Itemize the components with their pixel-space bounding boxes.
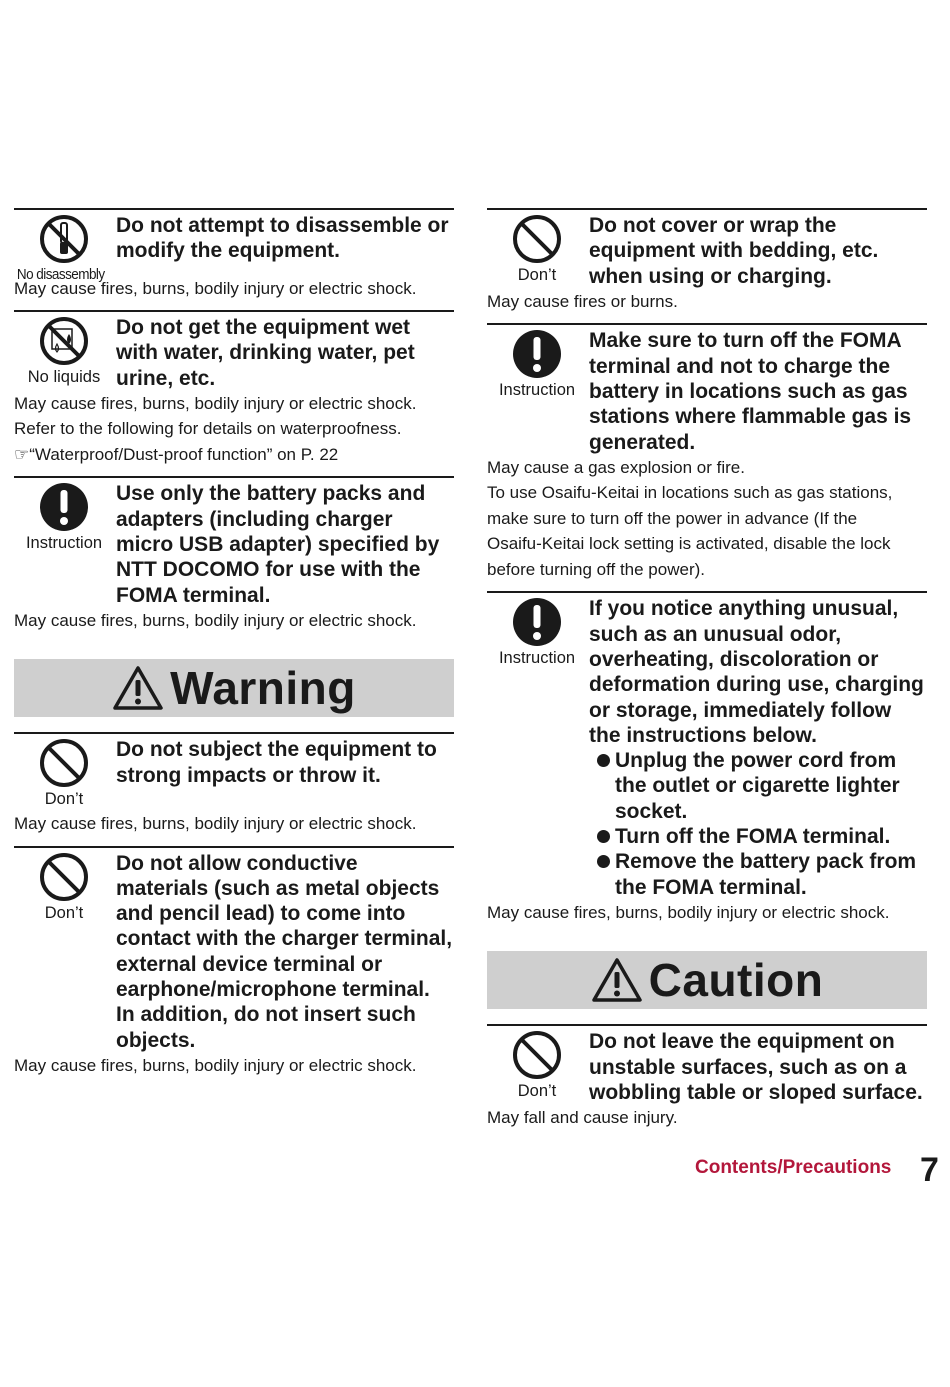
- precaution-title: [589, 596, 927, 900]
- precaution-body: [487, 1105, 927, 1131]
- icon-group: [487, 1030, 587, 1101]
- body-line: Refer to the following for details on waterproofness.: [14, 419, 402, 439]
- precaution-title: Make sure to turn off the FOMA terminal and not to charge the battery in locations such as gas stations where flammable gas is generated.: [589, 329, 912, 454]
- icon-group: [14, 214, 114, 285]
- body-line: Osaifu-Keitai lock setting is activated, disable the lock: [487, 534, 891, 554]
- bullet-text: Unplug the power cord from the outlet or cigarette lighter socket.: [615, 749, 900, 823]
- section-name: Contents/Precautions: [695, 1157, 892, 1178]
- icon-label: Don’t: [517, 1082, 557, 1101]
- precaution-body: [14, 608, 454, 634]
- body-line: May cause fires or burns.: [487, 291, 678, 311]
- dont-icon: [39, 738, 89, 788]
- banner-title: Caution: [648, 954, 824, 1007]
- precaution-body: [14, 391, 454, 468]
- instruction-bullet-list: [593, 748, 927, 900]
- body-line: May cause fires, burns, bodily injury or electric shock.: [14, 814, 417, 834]
- body-line: May cause a gas explosion or fire.: [487, 457, 745, 477]
- dont-icon: [512, 214, 562, 264]
- no-disassembly-icon: [39, 214, 89, 264]
- icon-label: Instruction: [498, 381, 576, 400]
- precaution-title: Do not allow conductive materials (such as metal objects and pencil lead) to come into contact with the charger terminal, external device terminal or earphone/microphone terminal. In addition, do not insert such objects.: [116, 851, 453, 1052]
- precaution-body: [487, 455, 927, 583]
- bullet-icon: [597, 855, 610, 868]
- caution-banner: [487, 951, 927, 1009]
- body-line: May cause fires, burns, bodily injury or electric shock.: [487, 902, 890, 922]
- warning-banner: [14, 659, 454, 717]
- precaution-body: [14, 811, 454, 837]
- precaution-gas-stations: [487, 323, 927, 582]
- icon-label: No liquids: [27, 368, 101, 387]
- instruction-icon: [39, 482, 89, 532]
- icon-label: Don’t: [44, 903, 84, 922]
- precaution-body: [487, 289, 927, 315]
- precaution-title: Do not attempt to disassemble or modify the equipment.: [116, 214, 449, 263]
- precaution-title: Do not get the equipment wet with water, drinking water, pet urine, etc.: [116, 316, 415, 390]
- body-line: May cause fires, burns, bodily injury or electric shock.: [14, 393, 417, 413]
- icon-group: [14, 316, 114, 387]
- caution-triangle-icon: [591, 957, 643, 1003]
- icon-label: Don’t: [44, 790, 84, 809]
- precaution-conductive-materials: [14, 846, 454, 1079]
- list-item: [593, 849, 927, 900]
- precaution-title-text: If you notice anything unusual, such as an unusual odor, overheating, discoloration or deformation during use, charging or storage, immediately follow the instructions below.: [589, 597, 924, 747]
- icon-group: [487, 597, 587, 668]
- precaution-strong-impacts: [14, 732, 454, 836]
- body-line: make sure to turn off the power in advance (If the: [487, 508, 858, 528]
- bullet-text: Remove the battery pack from the FOMA terminal.: [615, 850, 917, 899]
- precaution-unusual-condition: [487, 591, 927, 925]
- precaution-title: Do not cover or wrap the equipment with bedding, etc. when using or charging.: [589, 214, 879, 288]
- bullet-icon: [597, 830, 610, 843]
- banner-title: Warning: [170, 662, 356, 715]
- warning-triangle-icon: [112, 665, 164, 711]
- precaution-cover-wrap: [487, 208, 927, 314]
- bullet-icon: [597, 754, 610, 767]
- body-line: before turning off the power).: [487, 559, 705, 579]
- list-item: [593, 748, 927, 824]
- precaution-unstable-surfaces: [487, 1024, 927, 1130]
- body-line: May cause fires, burns, bodily injury or electric shock.: [14, 610, 417, 630]
- icon-label: Don’t: [517, 266, 557, 284]
- icon-group: [14, 738, 114, 809]
- icon-group: [14, 852, 114, 923]
- icon-label: No disassembly: [17, 266, 105, 283]
- icon-label: Instruction: [25, 534, 103, 553]
- precaution-body: [487, 900, 927, 926]
- instruction-icon: [512, 329, 562, 379]
- precaution-title: Do not subject the equipment to strong impacts or throw it.: [116, 738, 437, 787]
- icon-group: [487, 214, 587, 285]
- page-reference-link[interactable]: ☞“Waterproof/Dust-proof function” on P. 22: [14, 444, 339, 464]
- precaution-title: Use only the battery packs and adapters (including charger micro USB adapter) specified by NTT DOCOMO for use with the FOMA terminal.: [116, 482, 440, 607]
- body-line: May fall and cause injury.: [487, 1108, 678, 1128]
- left-column: [14, 208, 454, 1087]
- icon-label: Instruction: [498, 649, 576, 668]
- list-item: [593, 824, 927, 849]
- precaution-battery-packs: [14, 476, 454, 633]
- icon-group: [487, 329, 587, 400]
- body-line: To use Osaifu-Keitai in locations such as gas stations,: [487, 483, 893, 503]
- dont-icon: [39, 852, 89, 902]
- instruction-icon: [512, 597, 562, 647]
- body-line: May cause fires, burns, bodily injury or electric shock.: [14, 278, 417, 298]
- bullet-text: Turn off the FOMA terminal.: [615, 825, 891, 849]
- precaution-no-disassembly: [14, 208, 454, 301]
- page-number: 7: [920, 1151, 939, 1189]
- dont-icon: [512, 1030, 562, 1080]
- no-liquids-icon: [39, 316, 89, 366]
- right-column: [487, 208, 927, 1140]
- body-line: May cause fires, burns, bodily injury or electric shock.: [14, 1055, 417, 1075]
- precaution-title: Do not leave the equipment on unstable surfaces, such as on a wobbling table or sloped surface.: [589, 1030, 923, 1105]
- precaution-no-liquids: [14, 310, 454, 467]
- precaution-body: [14, 1053, 454, 1079]
- icon-group: [14, 482, 114, 553]
